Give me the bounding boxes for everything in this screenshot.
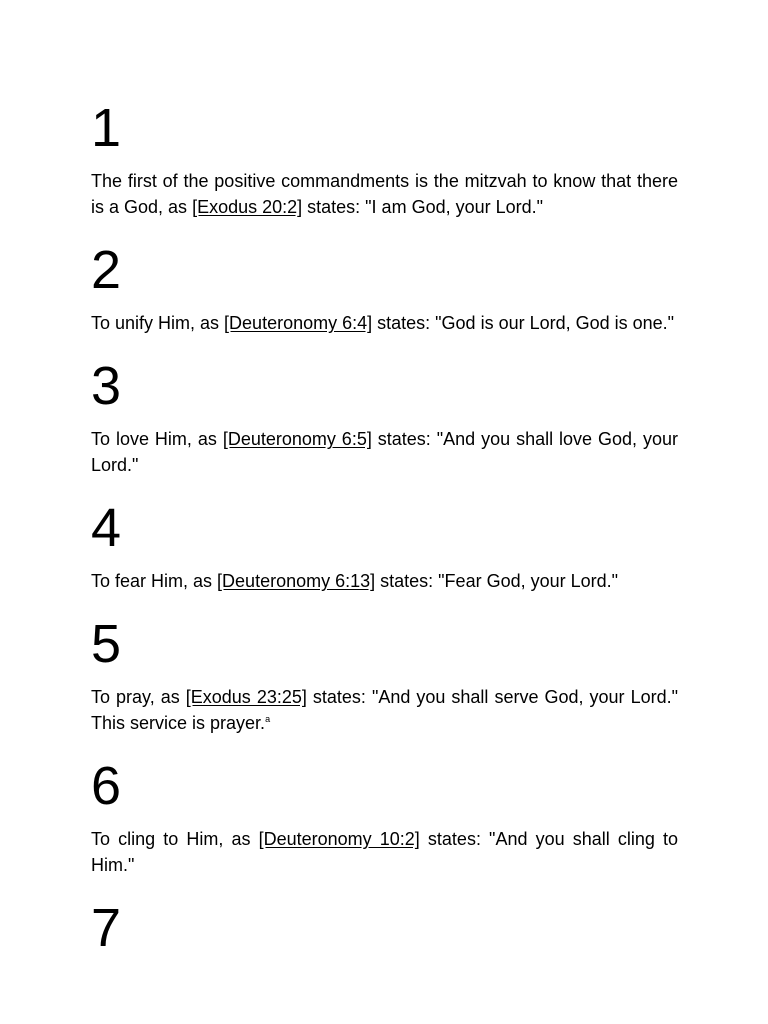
text-after: states: "I am God, your Lord." [302,197,544,217]
commandment-number: 2 [91,240,122,300]
text-before: To unify Him, as [91,313,225,333]
commandment-number: 4 [91,498,122,558]
scripture-reference-link[interactable]: [Exodus 23:25] [185,687,307,707]
commandment-number: 5 [91,614,122,674]
commandment-number: 3 [91,356,122,416]
commandment-2 [91,238,678,336]
scripture-reference-link[interactable]: [Deuteronomy 6:5] [222,429,372,449]
commandment-text [91,684,678,736]
commandment-text [91,826,678,878]
scripture-reference-link[interactable]: [Deuteronomy 6:4] [224,313,373,333]
commandment-number: 1 [91,98,122,158]
commandment-text [91,168,678,220]
commandment-1 [91,96,678,220]
text-after: states: "God is our Lord, God is one." [372,313,675,333]
scripture-reference-link[interactable]: [Deuteronomy 10:2] [258,829,420,849]
text-before: To pray, as [91,687,186,707]
text-before: To love Him, as [91,429,223,449]
commandment-5 [91,612,678,736]
commandment-text [91,426,678,478]
text-after: states: "And you shall cling to Him." [91,829,678,875]
text-before: To cling to Him, as [91,829,259,849]
text-after: states: "Fear God, your Lord." [375,571,619,591]
commandment-text [91,310,678,336]
commandment-number: 7 [91,898,122,958]
commandment-text [91,568,678,594]
commandment-6 [91,754,678,878]
footnote-marker[interactable]: a [265,714,271,724]
document-page [91,96,678,960]
commandment-number: 6 [91,756,122,816]
text-after: states: "And you shall serve God, your Lord." This service is prayer. [91,687,678,733]
scripture-reference-link[interactable]: [Deuteronomy 6:13] [217,571,376,591]
commandment-3 [91,354,678,478]
scripture-reference-link[interactable]: [Exodus 20:2] [192,197,303,217]
text-before: To fear Him, as [91,571,218,591]
commandment-4 [91,496,678,594]
text-before: The first of the positive commandments is the mitzvah to know that there is a God, as [91,171,678,217]
commandment-7 [91,896,678,960]
text-after: states: "And you shall love God, your Lord." [91,429,678,475]
